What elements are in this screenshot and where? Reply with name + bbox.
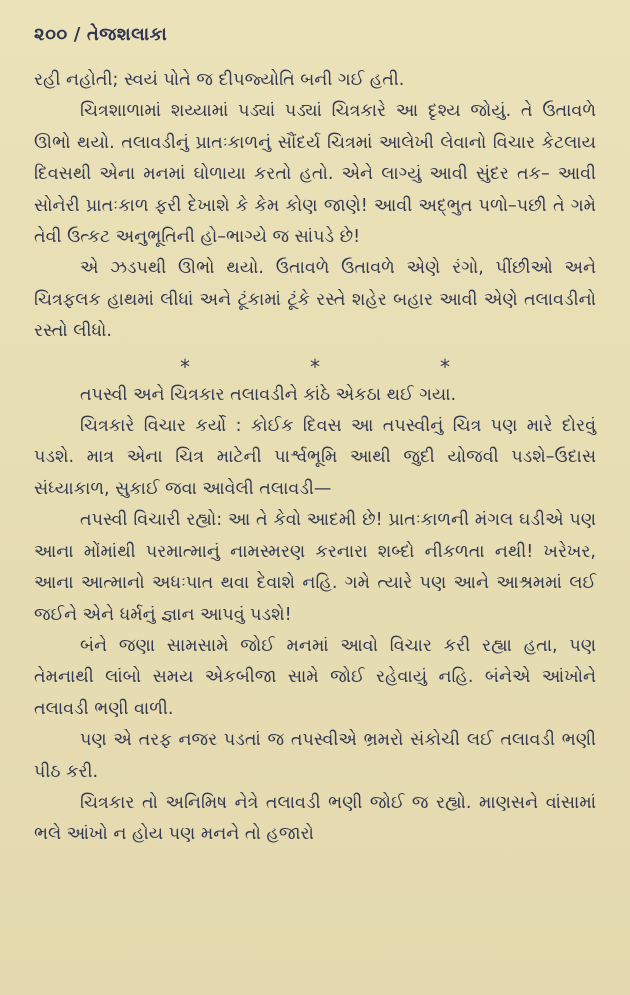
paragraph: તપસ્વી વિચારી રહ્યો: આ તે કેવો આદમી છે! પ્રાતઃકાળની મંગલ ઘડીએ પણ આના મોંમાંથી પરમાત્માનું નામસ્મરણ કરનારા શબ્દો નીકળતા નથી! ખરેખર, આના આત્માનો અધઃપાત થવા દેવાશે નહિ. ગમે ત્યારે પણ આને આશ્રમમાં લઈ જઈને એને ધર્મનું જ્ઞાન આપવું પડશે! [34,510,596,625]
paragraph: રહી નહોતી; સ્વયં પોતે જ દીપજ્યોતિ બની ગઈ હતી. [34,70,405,90]
section-break [180,354,450,380]
paragraph: બંને જણા સામસામે જોઈ મનમાં આવો વિચાર કરી રહ્યા હતા, પણ તેમનાથી લાંબો સમય એકબીજા સામે જોઈ રહેવાયું નહિ. બંનેએ આંખોને તલાવડી ભણી વાળી. [34,635,596,719]
section-break-star: * [310,354,320,379]
running-head [34,24,596,45]
body-text [34,65,596,851]
section-break-star: * [180,354,190,379]
paragraph: ચિત્રકારે વિચાર કર્યો : કોઈક દિવસ આ તપસ્વીનું ચિત્ર પણ મારે દોરવું પડશે. માત્ર એના ચિત્ર માટેની પાર્શ્વભૂમિ આથી જુદી યોજવી પડશે–ઉદાસ સંધ્યાકાળ, સુકાઈ જવા આવેલી તલાવડી— [34,416,596,499]
header-separator: / [73,24,81,45]
book-title: તેજશલાકા [86,24,168,45]
paragraph: તપસ્વી અને ચિત્રકાર તલાવડીને કાંઠે એકઠા થઈ ગયા. [80,384,457,405]
paragraph: એ ઝડપથી ઊભો થયો. ઉતાવળે ઉતાવળે એણે રંગો, પીંછીઓ અને ચિત્રફલક હાથમાં લીધાં અને ટૂંકામાં ટૂંકે રસ્તે શહેર બહાર આવી એણે તલાવડીનો રસ્તો લીધો. [34,258,596,342]
section-break-star: * [440,354,450,379]
paragraph: પણ એ તરફ નજર પડતાં જ તપસ્વીએ ભ્રમરો સંકોચી લઈ તલાવડી ભણી પીઠ કરી. [34,730,596,782]
page-number: ૨૦૦ [34,24,68,45]
paragraph: ચિત્રશાળામાં શય્યામાં પડ્યાં પડ્યાં ચિત્રકારે આ દૃશ્ય જોયું. તે ઉતાવળે ઊભો થયો. તલાવડીનું પ્રાતઃકાળનું સૌંદર્ય ચિત્રમાં આલેખી લેવાનો વિચાર કેટલાય દિવસથી એના મનમાં ઘોળાયા કરતો હતો. એને લાગ્યું આવી સુંદર તક– આવી સોનેરી પ્રાતઃકાળ ફરી દેખાશે કે કેમ કોણ જાણે! આવી અદ્ભુત પળો–પછી તે ગમે તેવી ઉત્કટ અનુભૂતિની હો–ભાગ્યે જ સાંપડે છે! [34,101,596,248]
paragraph: ચિત્રકાર તો અનિમિષ નેત્રે તલાવડી ભણી જોઈ જ રહ્યો. માણસને વાંસામાં ભલે આંખો ન હોય પણ મનને તો હજારો [34,792,596,845]
